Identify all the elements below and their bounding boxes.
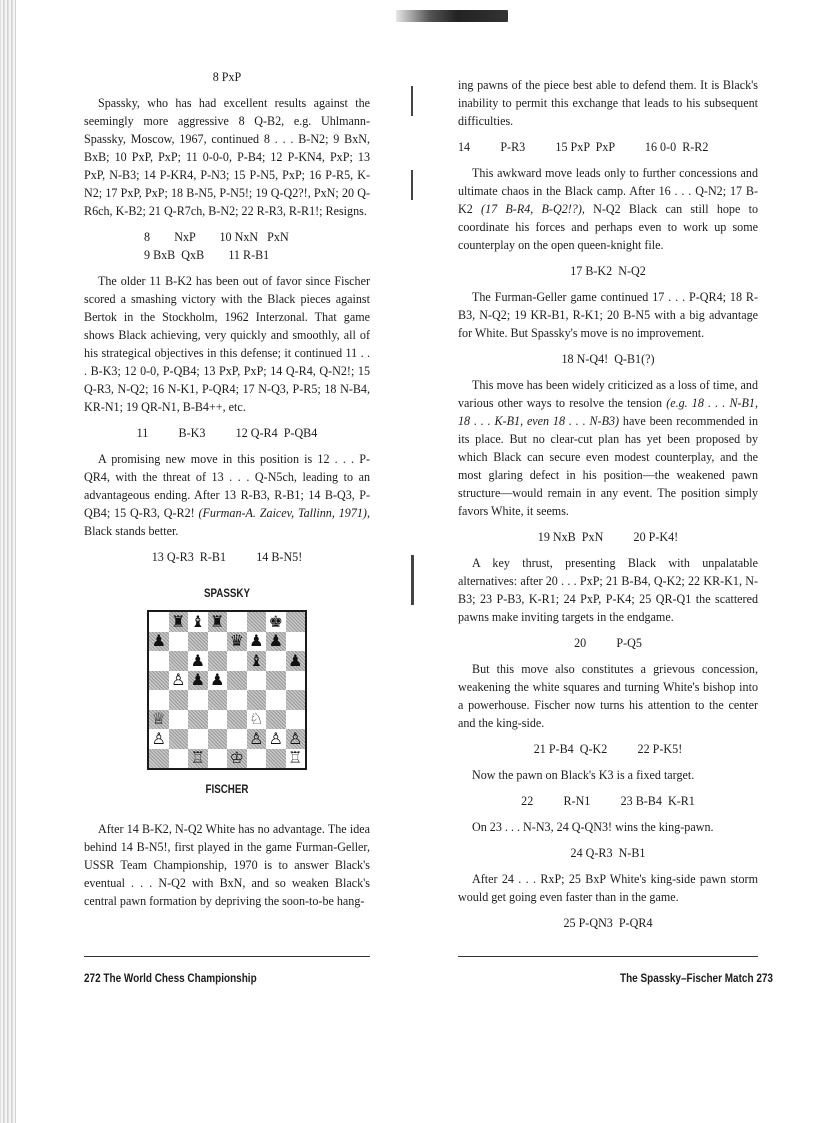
paragraph-text: , Black stands better. — [84, 506, 370, 538]
chess-piece-icon: ♜ — [210, 611, 225, 631]
chess-piece-icon: ♚ — [268, 611, 283, 631]
board-square — [266, 632, 286, 652]
chess-diagram — [147, 610, 307, 770]
chess-piece-icon: ♙ — [288, 728, 303, 748]
board-square — [286, 632, 306, 652]
left-column — [84, 68, 370, 918]
footer-rule — [84, 956, 370, 957]
move-line: 14 P-R3 15 PxP PxP 16 0-0 R-R2 — [458, 140, 709, 154]
board-square — [247, 749, 267, 769]
annotation-paragraph — [84, 450, 370, 540]
move-line: 19 NxB PxN 20 P-K4! — [537, 530, 679, 544]
chess-piece-icon: ♟ — [288, 650, 303, 670]
board-square — [266, 710, 286, 730]
board-square — [266, 651, 286, 671]
gutter-mark — [411, 86, 413, 116]
chess-piece-icon: ♟ — [190, 670, 205, 690]
move-line: 24 Q-R3 N-B1 — [570, 846, 646, 860]
move-line: 11 B-K3 12 Q-R4 P-QB4 — [136, 426, 318, 440]
variation-italic: (17 B-R4, B-Q2!?) — [481, 202, 582, 216]
chess-piece-icon: ♛ — [229, 631, 244, 651]
board-wrapper — [84, 610, 370, 770]
board-square — [247, 710, 267, 730]
chess-piece-icon: ♟ — [249, 631, 264, 651]
chess-piece-icon: ♕ — [151, 709, 166, 729]
annotation-paragraph: ing pawns of the piece best able to defend them. It is Black's inability to permit this exchange that leads to his subsequent difficulties. — [458, 78, 758, 128]
board-square — [208, 749, 228, 769]
board-square — [227, 690, 247, 710]
annotation-paragraph: A key thrust, presenting Black with unpalatable alternatives: after 20 . . . PxP; 21 B-B4, Q-K2; 22 KR-K1, N-B3; 23 P-B3, K-R1; 24 PxP, P-K4; 25 QR-Q1 the scattered pawns make inviting targets in the endgame. — [458, 556, 758, 624]
board-square — [247, 690, 267, 710]
board-square — [286, 651, 306, 671]
board-square — [149, 632, 169, 652]
board-square — [247, 632, 267, 652]
chess-piece-icon: ♟ — [190, 650, 205, 670]
paragraph-text: This move has been widely criticized as a loss of time, and various other ways to resolve the tension — [458, 378, 758, 410]
right-column — [458, 76, 758, 940]
chess-piece-icon: ♝ — [249, 650, 264, 670]
board-square — [286, 671, 306, 691]
board-square — [208, 632, 228, 652]
board-square — [188, 749, 208, 769]
board-square — [149, 690, 169, 710]
chess-piece-icon: ♖ — [190, 748, 205, 768]
board-square — [266, 671, 286, 691]
gutter-mark — [411, 555, 414, 605]
page-footer-right: The Spassky–Fischer Match 273 — [620, 972, 773, 985]
board-square — [286, 729, 306, 749]
chess-piece-icon: ♜ — [171, 611, 186, 631]
board-square — [208, 690, 228, 710]
board-square — [286, 612, 306, 632]
annotation-paragraph: After 14 B-K2, N-Q2 White has no advantage. The idea behind 14 B-N5!, first played in the game Furman-Geller, USSR Team Championship, 1970 is to answer Black's eventual . . . N-Q2 with BxN, and so weaken Black's central pawn formation by depriving the soon-to-be hang- — [84, 822, 370, 908]
move-line: 17 B-K2 N-Q2 — [570, 264, 646, 278]
board-square — [188, 632, 208, 652]
board-square — [149, 651, 169, 671]
chess-piece-icon: ♔ — [229, 748, 244, 768]
chess-piece-icon: ♟ — [151, 631, 166, 651]
board-square — [188, 710, 208, 730]
chess-piece-icon: ♖ — [288, 748, 303, 768]
board-square — [247, 729, 267, 749]
move-line: 9 BxB QxB 11 R-B1 — [144, 248, 270, 262]
board-square — [149, 710, 169, 730]
chess-piece-icon: ♙ — [171, 670, 186, 690]
paragraph-text: have been recommended in its place. But no clear-cut plan has yet been proposed by which Black can secure even modest counterplay, and the most glaring defect in his position—the weakened pawn structure—would remain in any event. The position simply favors White, it seems. — [458, 414, 758, 518]
board-square — [169, 651, 189, 671]
annotation-paragraph: The Furman-Geller game continued 17 . . . P-QR4; 18 R-B3, N-Q2; 19 KR-B1, R-K1; 20 B-N5 with a big advantage for White. But Spassky's move is no improvement. — [458, 290, 758, 340]
board-square — [227, 710, 247, 730]
move-line: 8 NxP 10 NxN PxN — [144, 230, 289, 244]
footer-rule — [458, 956, 758, 957]
board-square — [149, 671, 169, 691]
annotation-paragraph — [458, 164, 758, 254]
board-square — [188, 671, 208, 691]
board-square — [188, 651, 208, 671]
move-block — [84, 228, 370, 264]
annotation-paragraph — [458, 376, 758, 520]
annotation-paragraph: The older 11 B-K2 has been out of favor since Fischer scored a smashing victory with the Black pieces against Bertok in the Stockholm, 1962 Interzonal. That game shows Black achieving, very quickly and smoothly, all of his strategical objectives in this defense; it continued 11 . . . B-K3; 12 0-0, P-QB4; 13 PxP, PxP; 14 Q-R4, Q-N2!; 15 Q-R3, N-Q2; 16 N-K1, P-QR4; 17 N-Q3, P-R5; 18 N-B4, KR-N1; 19 QR-N1, B-B4++, etc. — [84, 274, 370, 414]
board-square — [247, 651, 267, 671]
page-footer-left: 272 The World Chess Championship — [84, 972, 257, 985]
chess-piece-icon: ♟ — [210, 670, 225, 690]
move-line: 21 P-B4 Q-K2 22 P-K5! — [533, 742, 683, 756]
chess-piece-icon: ♟ — [268, 631, 283, 651]
black-player-label: SPASSKY — [203, 588, 250, 600]
board-square — [266, 729, 286, 749]
board-square — [169, 710, 189, 730]
annotation-paragraph: Spassky, who has had excellent results against the seemingly more aggressive 8 Q-B2, e.g. Uhlmann-Spassky, Moscow, 1967, continued 8 . . . B-N2; 9 BxN, BxB; 10 PxP, PxP; 11 0-0-0, P-B4; 12 P-KN4, PxP; 13 PxP, N-B3; 14 P-KR4, P-N3; 15 P-N5, PxP; 16 P-R5, K-N2; 17 PxP, PxP; 18 B-N5, P-N5!; 19 Q-Q2?!, PxN; 20 Q-R6ch, K-B2; 21 Q-R7ch, B-N2; 22 R-R3, R-R1!; Resigns. — [84, 96, 370, 218]
board-square — [227, 612, 247, 632]
board-square — [169, 690, 189, 710]
scan-smudge — [396, 10, 508, 22]
game-source: (Furman-A. Zaicev, Tallinn, 1971) — [198, 506, 367, 520]
board-square — [188, 690, 208, 710]
board-square — [149, 612, 169, 632]
move-line: 22 R-N1 23 B-B4 K-R1 — [521, 794, 695, 808]
board-square — [266, 749, 286, 769]
annotation-paragraph: Now the pawn on Black's K3 is a fixed target. — [472, 768, 695, 782]
chess-piece-icon: ♘ — [249, 709, 264, 729]
board-square — [227, 632, 247, 652]
variation-italic: (e.g. 18 . . . N-B1, 18 . . . K-B1, even 18 . . . N-B3) — [458, 396, 758, 428]
gutter-mark — [411, 170, 413, 200]
board-square — [227, 729, 247, 749]
chess-piece-icon: ♙ — [268, 728, 283, 748]
paragraph-text: , N-Q2 Black can still hope to coordinate his forces and perhaps even to work up some counterplay on the open queen-knight file. — [458, 202, 759, 252]
paragraph-text: This awkward move leads only to further concessions and ultimate chaos in the Black camp. After 16 . . . Q-N2; 17 B-K2 — [458, 166, 758, 216]
board-square — [227, 651, 247, 671]
board-square — [247, 612, 267, 632]
board-square — [149, 729, 169, 749]
board-square — [208, 612, 228, 632]
board-square — [188, 612, 208, 632]
board-square — [149, 749, 169, 769]
move-line: 25 P-QN3 P-QR4 — [563, 916, 653, 930]
board-square — [169, 729, 189, 749]
board-square — [286, 710, 306, 730]
board-square — [286, 690, 306, 710]
move-heading: 8 PxP — [212, 70, 242, 84]
board-square — [169, 671, 189, 691]
board-square — [286, 749, 306, 769]
move-line: 20 P-Q5 — [574, 636, 642, 650]
board-square — [266, 612, 286, 632]
board-square — [169, 749, 189, 769]
chess-piece-icon: ♝ — [190, 611, 205, 631]
board-square — [208, 710, 228, 730]
board-square — [266, 690, 286, 710]
board-square — [169, 632, 189, 652]
scan-edge — [0, 0, 16, 1123]
annotation-paragraph: On 23 . . . N-N3, 24 Q-QN3! wins the king-pawn. — [472, 820, 714, 834]
annotation-paragraph: But this move also constitutes a grievous concession, weakening the white squares and turning White's bishop into a powerhouse. Fischer now turns his attention to the center and the king-side. — [458, 662, 758, 730]
move-line: 18 N-Q4! Q-B1(?) — [561, 352, 655, 366]
board-square — [208, 671, 228, 691]
white-player-label: FISCHER — [205, 784, 249, 796]
move-line: 13 Q-R3 R-B1 14 B-N5! — [151, 550, 303, 564]
board-square — [208, 651, 228, 671]
chess-piece-icon: ♙ — [151, 728, 166, 748]
paragraph-text: A promising new move in this position is 12 . . . P-QR4, with the threat of 13 . . . Q-N5ch, leading to an advantageous ending. After 13 R-B3, R-B1; 14 B-Q3, P-QB4; 15 Q-R3, Q-R2! — [84, 452, 370, 520]
board-square — [169, 612, 189, 632]
board-square — [227, 671, 247, 691]
annotation-paragraph: After 24 . . . RxP; 25 BxP White's king-side pawn storm would get going even faster than in the game. — [458, 872, 758, 904]
chess-piece-icon: ♙ — [249, 728, 264, 748]
board-square — [188, 729, 208, 749]
board-square — [247, 671, 267, 691]
board-square — [208, 729, 228, 749]
board-square — [227, 749, 247, 769]
